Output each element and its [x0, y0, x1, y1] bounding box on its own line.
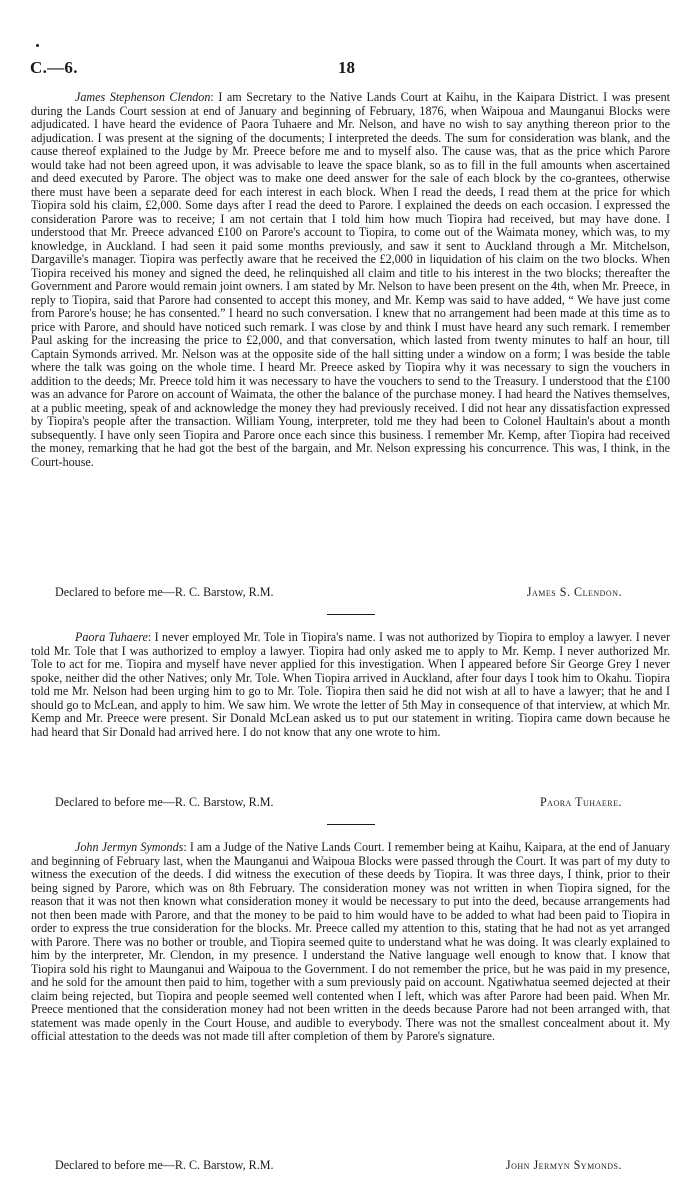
declaration: Declared to before me—R. C. Barstow, R.M. [55, 585, 274, 599]
declaration-row [31, 1158, 670, 1172]
statement-body [31, 841, 670, 1044]
signature: James S. Clendon. [526, 585, 622, 599]
statement-symonds [31, 841, 670, 1044]
statement-body [31, 631, 670, 739]
declaration-row [31, 795, 670, 809]
speaker-name: John Jermyn Symonds [75, 840, 184, 854]
signature: John Jermyn Symonds. [505, 1158, 622, 1172]
declaration: Declared to before me—R. C. Barstow, R.M. [55, 795, 274, 809]
statement-clendon [31, 91, 670, 469]
page-number: 18 [338, 58, 355, 77]
statement-tuhaere [31, 631, 670, 739]
declaration: Declared to before me—R. C. Barstow, R.M. [55, 1158, 274, 1172]
statement-body [31, 91, 670, 469]
speaker-name: Paora Tuhaere [75, 630, 148, 644]
statement-text: : I am Secretary to the Native Lands Court at Kaihu, in the Kaipara District. I was present during the Lands Court session at end of January and beginning of February, 1876, when Waipoua and Maunganui Blocks were adjudicated. I have heard the evidence of Paora Tuhaere and Mr. Nelson, and have no wish to say anything thereon prior to the adjudication. I was present at the signing of the documents; I interpreted the deeds. The sum for consideration was blank, and the cause thereof explained to the Judge by Mr. Preece before me and to myself also. The cause was, that as the price which Parore would take had not been agreed upon, it was advisable to leave the space blank, so as to fill in the full amounts when ascertained and deed executed by Parore. The object was to make one deed answer for the sale of each block by the co-grantees, otherwise there must have been a separate deed for each interest in each block. When I read the deeds, I read them at the price for which Tiopira sold his claim, £2,000. Some days after I read the deed to Parore. I explained the deeds on each occasion. I expressed the consideration Parore was to receive; I am not certain that I told him how much Tiopira had received, but may have done. I understood that Mr. Preece advanced £100 on Parore's account to Tiopira, to come out of the Waimata money, which was, to my knowledge, in Auckland. I had seen it paid some months previously, and saw it sent to Auckland through a Mr. Mitchelson, Dargaville's manager. Tiopira was perfectly aware that he received the £2,000 in liquidation of his claim on the two blocks. When Tiopira received his money and signed the deed, he relinquished all claim and title to his interest in the two blocks; thereafter the Government and Parore would remain joint owners. I am stated by Mr. Nelson to have been present on the 4th, when Mr. Preece, in reply to Tiopira, said that Parore had consented to accept this money, and Mr. Kemp was said to have added, “ We have just come from Parore's house; he has consented.” I heard no such conversation. I knew that no arrangement had been made at this time as to price with Parore, and should have noticed such remark. I was close by and think I must have heard any such remark. I remember Paul asking for the increasing the price to £2,000, and that conversation, which lasted from twenty minutes to half an hour, till Captain Symonds arrived. Mr. Nelson was at the opposite side of the hall sitting under a window on a form; I was beside the table where the talk was going on the whole time. I heard Mr. Preece asked by Tiopira why it was necessary to sign the vouchers in addition to the deeds; Mr. Preece told him it was necessary to have the vouchers to send to the Treasury. I understood that the £100 was an advance for Parore on account of Waimata, the other the balance of the purchase money. I had heard the Natives themselves, at a public meeting, speak of and acknowledge the money they had previously received. I did not hear any dissatisfaction expressed by Tiopira's people after the transaction. William Young, interpreter, told me they had been to Colonel Haultain's about a month subsequently. I have only seen Tiopira and Parore once each since this business. I remember Mr. Kemp, after Tiopira had received the money, remarking that he had got the best of the bargain, and Mr. Nelson expressing his concurrence. This was, I think, in the Court-house. [31, 90, 670, 469]
statement-text: : I am a Judge of the Native Lands Court. I remember being at Kaihu, Kaipara, at the end of January and beginning of February last, when the Maunganui and Waipoua Blocks were passed through the Court. It was part of my duty to witness the execution of the deeds. I did witness the execution of these deeds by Tiopira. It was three days, I think, prior to their being signed by Parore, which was on 8th February. The consideration money was not written in when Tiopira signed, for the reason that it was not then known what consideration money it would be necessary to put into the deed, because arrangements had not then been made with Parore, and that the money to be paid to him would have to be added to what had been paid to Tiopira in order to express the true consideration for the blocks. Mr. Preece called my attention to this, stating that he had not as yet arranged with Parore. There was no bother or trouble, and Tiopira seemed quite to understand what he was doing. It was clearly explained to him by the interpreter, Mr. Clendon, in my presence. I understand the Native language well enough to know that. I know that Tiopira sold his right to Maunganui and Waipoua to the Government. I do not remember the price, but he was paid in my presence, and he sold for the amount then paid to him, together with a sum previously paid on account. Ngatiwhatua seemed dejected at their claim being rejected, but Tiopira and people seemed well contented when I left, which was after Parore had been paid. When Mr. Preece mentioned that the consideration money had not been written in the deeds because Parore had not been arranged with, that statement was made openly in the Court House, and audible to everybody. There was not the smallest concealment about it. My official attestation to the deeds was not made till after completion of them by Parore's signature. [31, 840, 670, 1043]
paper-reference: C.—6. [30, 58, 78, 77]
statement-text: : I never employed Mr. Tole in Tiopira's name. I was not authorized by Tiopira to employ a lawyer. I never told Mr. Tole that I was authorized to employ a lawyer. Tiopira had only asked me to apply to Mr. Kemp. I never authorized Mr. Tole to act for me. Tiopira and myself have never applied for this investigation. When I appeared before Sir George Grey I never spoke, neither did the other Natives; only Mr. Tole. When Tiopira arrived in Auckland, after four days I took him to Okahu. Tiopira told me Mr. Nelson had been urging him to go to Mr. Tole. Tiopira then said he did not wish at all to have a lawyer; that he and I should go to McLean, and apply to him. We saw him. We wrote the letter of 5th May in consequence of that interview, at which Mr. Kemp and Mr. Preece were present. Sir Donald McLean asked us to put our statement in writing. Tiopira came down because he had heard that Sir Donald had arrived here. I do not know that any one wrote to him. [31, 630, 670, 739]
signature: Paora Tuhaere. [539, 795, 622, 809]
speaker-name: James Stephenson Clendon [75, 90, 211, 104]
section-divider [327, 824, 375, 825]
section-divider [327, 614, 375, 615]
declaration-row [31, 585, 670, 599]
